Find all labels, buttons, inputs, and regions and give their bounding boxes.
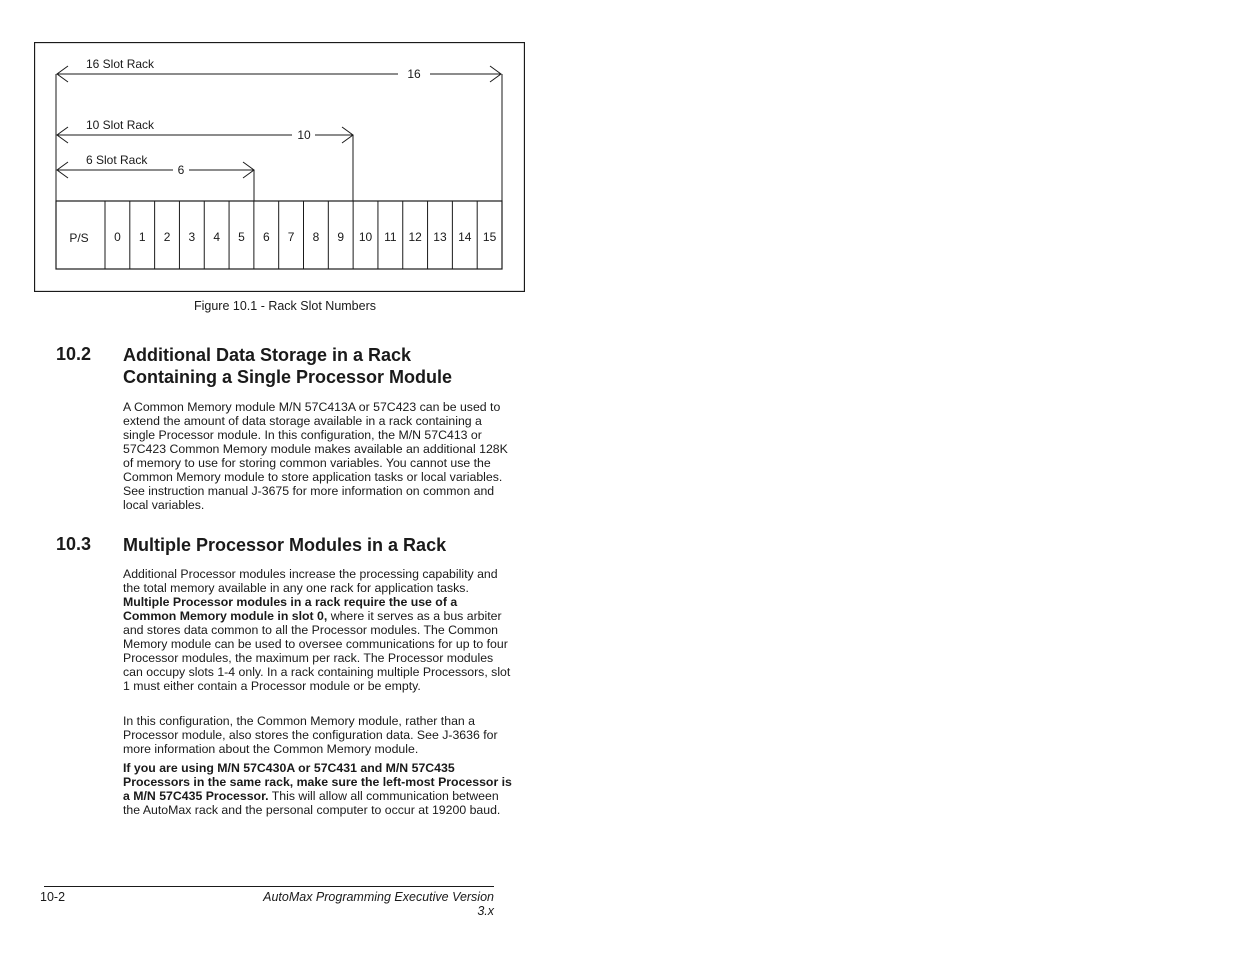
slot-number: 0	[114, 230, 121, 244]
footer-rule	[44, 886, 494, 887]
slot-number: 5	[238, 230, 245, 244]
rack-diagram	[34, 42, 525, 292]
slot-number: 6	[262, 230, 270, 244]
slot-number: 13	[433, 230, 447, 244]
paragraph-configuration-data: In this configuration, the Common Memory module, rather than a Processor module, also stores the configuration data. See J-3636 for more information about the Common Memory module.	[123, 714, 498, 756]
page-number: 10-2	[40, 890, 66, 904]
rack-label-10: 10 Slot Rack	[86, 118, 155, 132]
paragraph-common-memory-storage: A Common Memory module M/N 57C413A or 57C423 can be used to extend the amount of data storage available in a rack containing a single Processor module. In this configuration, the M/N 57C413 or 57C423 Common Memory module makes available an additional 128K of memory to use for storing common variables. You cannot use the Common Memory module to store application tasks or local variables. See instruction manual J-3675 for more information on common and local variables.	[123, 400, 508, 512]
rack-slot-figure	[34, 42, 525, 292]
slot-number: 4	[213, 230, 220, 244]
figure-caption: Figure 10.1 - Rack Slot Numbers	[193, 299, 376, 313]
slot-number: 11	[384, 230, 397, 244]
paragraph-multiple-processors	[123, 567, 513, 693]
paragraph-text: where it serves as a bus arbiter and stores data common to all the Processor modules. The Common Memory module can be used to oversee communications for up to four Processor modules, the maximum per rack. The Processor modules can occupy slots 1-4 only. In a rack containing multiple Processors, slot 1 must either contain a Processor module or be empty.	[123, 609, 511, 693]
running-title: AutoMax Programming Executive Version 3.x	[263, 890, 494, 918]
section-title-10-2	[123, 344, 452, 388]
rack-count-16: 16	[407, 67, 421, 81]
rack-label-16: 16 Slot Rack	[86, 57, 155, 71]
paragraph-text: Additional Processor modules increase the processing capability and the total memory available in any one rack for application tasks.	[123, 567, 498, 595]
section-title-line: Containing a Single Processor Module	[123, 367, 453, 387]
section-title-10-3	[123, 534, 446, 556]
slot-group	[114, 201, 497, 269]
slot-number: 8	[312, 230, 320, 244]
rack-label-6: 6 Slot Rack	[86, 153, 148, 167]
section-number-10-2: 10.2	[56, 344, 92, 364]
slot-number: 9	[337, 230, 345, 244]
figure-frame	[35, 43, 525, 292]
paragraph-bold-text: Multiple Processor modules in a rack require the use of a Common Memory module in slot 0,	[123, 595, 458, 623]
slot-number: 12	[408, 230, 422, 244]
power-supply-label: P/S	[69, 231, 89, 245]
slot-number: 1	[138, 230, 146, 244]
section-title-line: Multiple Processor Modules in a Rack	[123, 535, 447, 555]
slot-number: 7	[287, 230, 295, 244]
paragraph-text: This will allow all communication between the AutoMax rack and the personal computer to occur at 19200 baud.	[123, 789, 501, 817]
rack-count-6: 6	[177, 163, 185, 177]
slot-number: 14	[458, 230, 472, 244]
slot-number: 15	[482, 230, 497, 244]
slot-number: 2	[163, 230, 171, 244]
section-title-line: Additional Data Storage in a Rack	[123, 345, 412, 365]
slot-number: 10	[358, 230, 373, 244]
paragraph-processor-baud-note	[123, 761, 513, 817]
rack-count-10: 10	[297, 128, 311, 142]
paragraph-bold-text: If you are using M/N 57C430A or 57C431 and M/N 57C435 Processors in the same rack, make sure the left-most Processor is a M/N 57C435 Processor.	[123, 761, 512, 803]
slot-number: 3	[188, 230, 196, 244]
section-number-10-3: 10.3	[56, 534, 92, 554]
